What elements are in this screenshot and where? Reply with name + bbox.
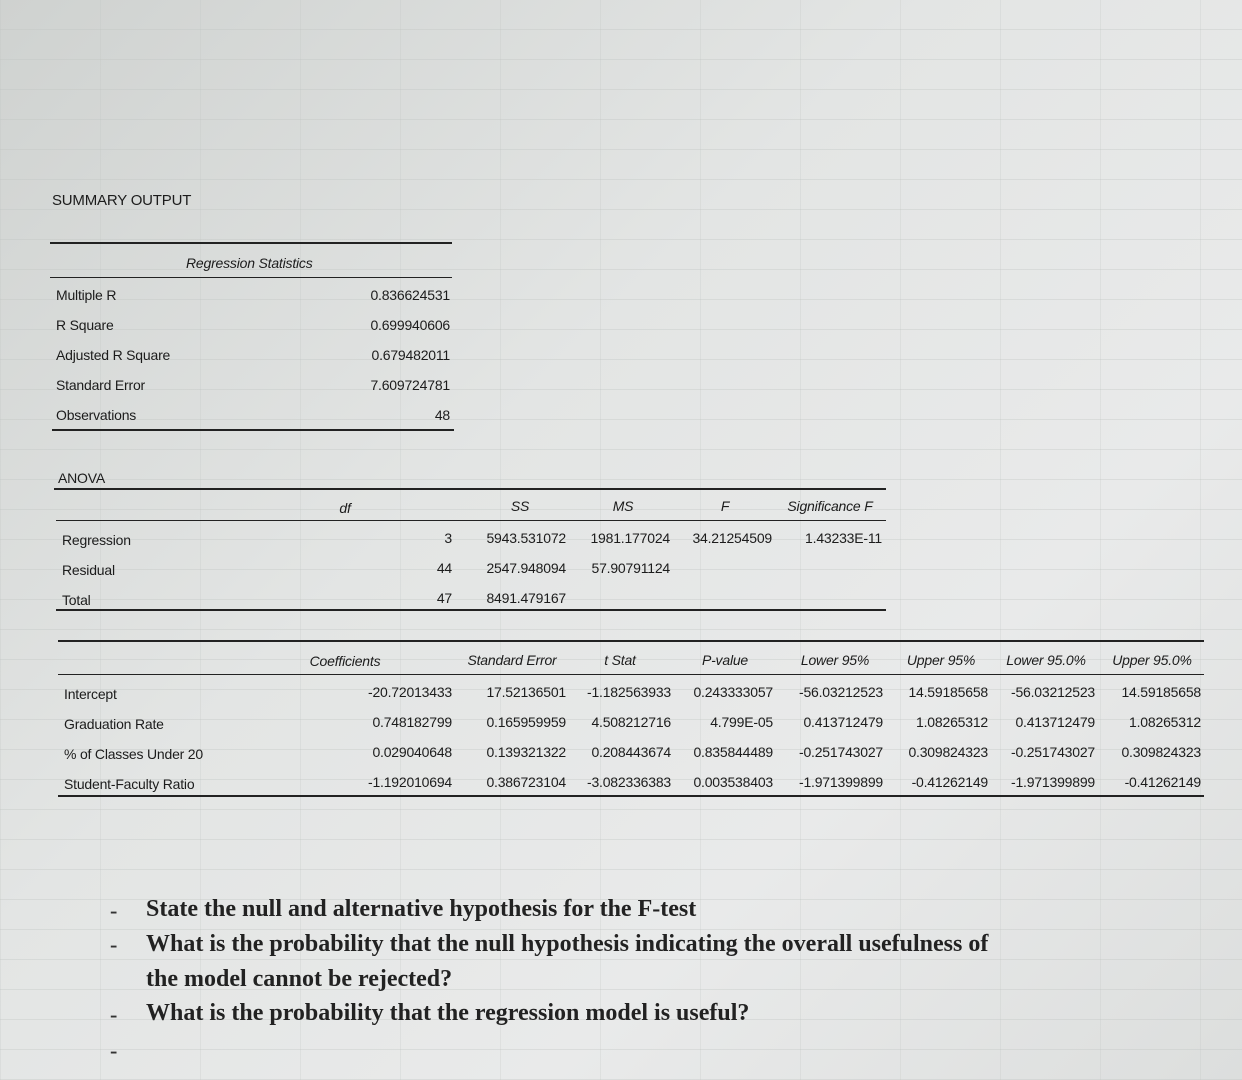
anova-header-df: df: [339, 500, 351, 516]
reg-stat-label: Multiple R: [56, 287, 117, 303]
reg-stat-value: 0.679482011: [371, 347, 450, 363]
anova-ss: 8491.479167: [486, 590, 566, 606]
question-f-test: State the null and alternative hypothesis for the F-test: [146, 896, 697, 922]
coef-header-se: Standard Error: [467, 652, 557, 668]
coef-p: 0.835844489: [693, 744, 773, 760]
reg-stats-header: Regression Statistics: [186, 255, 313, 271]
reg-stats-top-rule: [50, 242, 452, 244]
coef-se: 0.386723104: [486, 774, 566, 790]
coef-se: 0.165959959: [486, 714, 566, 730]
summary-title: SUMMARY OUTPUT: [52, 192, 192, 209]
reg-stat-label: Observations: [56, 407, 137, 423]
reg-stat-label: Standard Error: [56, 377, 146, 393]
anova-ms: 57.90791124: [591, 560, 670, 576]
coef-row-label: Intercept: [64, 686, 117, 702]
coef-u95: 1.08265312: [916, 714, 988, 730]
anova-header-ms: MS: [612, 498, 634, 514]
bullet-dash: -: [110, 1002, 118, 1027]
coef-t: 4.508212716: [591, 714, 671, 730]
reg-stat-label: R Square: [56, 317, 114, 333]
bullet-dash: -: [110, 898, 118, 923]
coef-u950: 0.309824323: [1121, 744, 1201, 760]
coef-header-p: P-value: [701, 652, 749, 668]
coef-l95: -1.971399899: [798, 774, 883, 790]
coef-p: 0.003538403: [693, 774, 773, 790]
coef-row-label: % of Classes Under 20: [64, 746, 203, 762]
anova-header-rule: [56, 520, 886, 521]
coef-u95: 0.309824323: [908, 744, 988, 760]
coef-l95: -56.03212523: [798, 684, 883, 700]
anova-sigf: 1.43233E-11: [805, 530, 882, 546]
bullet-dash: -: [110, 932, 118, 957]
coef-bottom-rule: [58, 795, 1204, 797]
reg-stats-header-rule: [50, 277, 452, 278]
coef-l95: -0.251743027: [798, 744, 883, 760]
coef-t: -3.082336383: [586, 774, 671, 790]
coef-u950: 14.59185658: [1121, 684, 1201, 700]
reg-stat-value: 0.836624531: [370, 287, 450, 303]
coef-value: 0.029040648: [372, 744, 452, 760]
anova-header-sigf: Significance F: [787, 498, 873, 514]
coef-p: 0.243333057: [693, 684, 773, 700]
reg-stat-label: Adjusted R Square: [56, 347, 171, 363]
coef-u95: -0.41262149: [911, 774, 988, 790]
coef-header-coef: Coefficients: [309, 653, 381, 669]
anova-df: 44: [436, 560, 452, 576]
anova-ms: 1981.177024: [590, 530, 670, 546]
coef-top-rule: [58, 640, 1204, 642]
coef-t: -1.182563933: [586, 684, 671, 700]
reg-stats-bottom-rule: [52, 429, 454, 431]
coef-row-label: Graduation Rate: [64, 716, 164, 732]
coef-value: -20.72013433: [367, 684, 452, 700]
coef-u95: 14.59185658: [908, 684, 988, 700]
coef-l950: -56.03212523: [1010, 684, 1095, 700]
anova-row-label: Total: [62, 592, 91, 608]
coef-t: 0.208443674: [591, 744, 671, 760]
coef-l950: 0.413712479: [1015, 714, 1095, 730]
anova-df: 47: [436, 590, 452, 606]
coef-u950: 1.08265312: [1129, 714, 1201, 730]
coef-header-l95: Lower 95%: [800, 652, 870, 668]
reg-stat-value: 0.699940606: [370, 317, 450, 333]
question-model-useful: What is the probability that the regression model is useful?: [146, 1000, 750, 1026]
anova-header-ss: SS: [510, 498, 530, 514]
coef-header-rule: [58, 674, 1204, 675]
coef-l95: 0.413712479: [803, 714, 883, 730]
coef-se: 17.52136501: [486, 684, 566, 700]
anova-top-rule: [54, 488, 886, 490]
question-probability-null: What is the probability that the null hypothesis indicating the overall usefulness of: [146, 931, 989, 957]
coef-value: -1.192010694: [367, 774, 452, 790]
coef-header-t: t Stat: [604, 652, 636, 668]
anova-df: 3: [444, 530, 452, 546]
reg-stat-value: 48: [434, 407, 450, 423]
anova-row-label: Regression: [62, 532, 131, 548]
anova-ss: 2547.948094: [486, 560, 566, 576]
coef-header-l950: Lower 95.0%: [1006, 652, 1086, 668]
coef-l950: -0.251743027: [1010, 744, 1095, 760]
coef-u950: -0.41262149: [1124, 774, 1201, 790]
coef-row-label: Student-Faculty Ratio: [64, 776, 195, 792]
coef-header-u95: Upper 95%: [906, 652, 976, 668]
reg-stat-value: 7.609724781: [370, 377, 450, 393]
question-probability-null-cont: the model cannot be rejected?: [146, 966, 453, 992]
anova-bottom-rule: [56, 609, 886, 611]
anova-row-label: Residual: [62, 562, 115, 578]
coef-p: 4.799E-05: [710, 714, 773, 730]
coef-value: 0.748182799: [372, 714, 452, 730]
anova-f: 34.21254509: [692, 530, 772, 546]
anova-ss: 5943.531072: [486, 530, 566, 546]
coef-header-u950: Upper 95.0%: [1112, 652, 1192, 668]
coef-se: 0.139321322: [486, 744, 566, 760]
bullet-dash: -: [110, 1038, 118, 1063]
anova-title: ANOVA: [58, 470, 105, 486]
coef-l950: -1.971399899: [1010, 774, 1095, 790]
anova-header-f: F: [720, 498, 730, 514]
